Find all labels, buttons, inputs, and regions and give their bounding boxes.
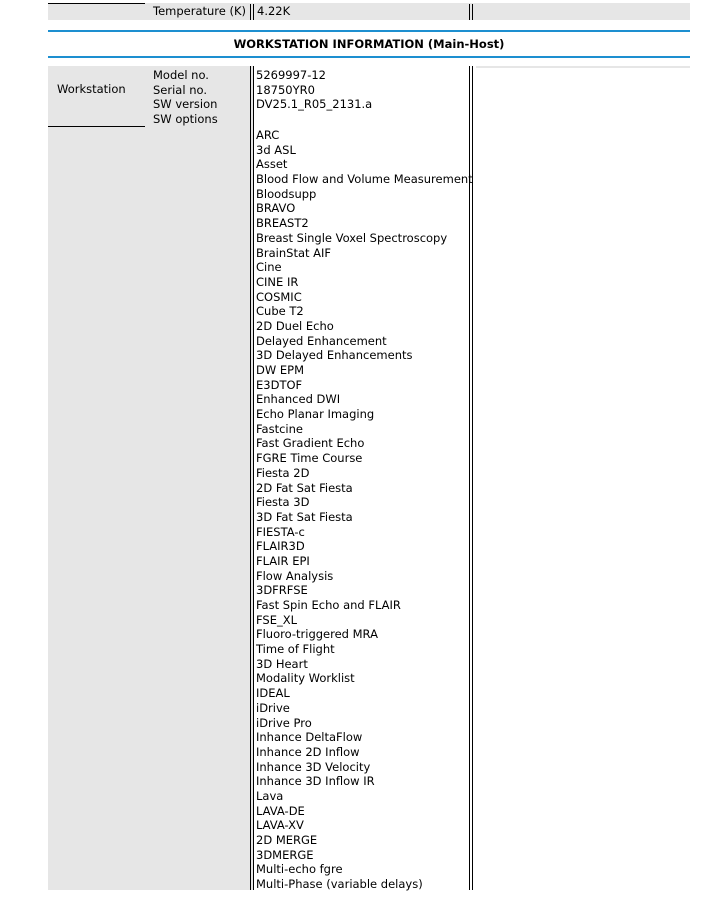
column-divider	[250, 4, 254, 20]
temperature-value: 4.22K	[257, 4, 291, 18]
sw-option-item: Enhanced DWI	[256, 392, 341, 407]
group-rule	[48, 126, 145, 127]
table-shading-strip	[476, 66, 690, 68]
value-column	[254, 66, 476, 890]
sw-option-item: Multi-Phase (variable delays)	[256, 877, 423, 892]
sw-option-item: E3DTOF	[256, 377, 303, 392]
model-no-value: 5269997-12	[256, 68, 326, 82]
column-divider	[469, 66, 473, 890]
sw-option-item: LAVA-DE	[256, 803, 305, 818]
sw-option-item: Delayed Enhancement	[256, 333, 387, 348]
sw-options-label: SW options	[153, 112, 218, 127]
workstation-table	[48, 66, 690, 890]
sw-option-item: Inhance 3D Inflow IR	[256, 774, 375, 789]
sw-option-item: Fastcine	[256, 421, 303, 436]
sw-option-item: FLAIR3D	[256, 539, 305, 554]
sw-option-item: Echo Planar Imaging	[256, 407, 375, 422]
sw-options-list	[256, 128, 473, 892]
sw-option-item: ARC	[256, 128, 280, 142]
sw-option-item: 2D Duel Echo	[256, 318, 334, 333]
sw-option-item: Fast Gradient Echo	[256, 436, 365, 451]
row-shading	[48, 3, 690, 20]
sw-version-value: DV25.1_R05_2131.a	[256, 97, 373, 112]
sw-version-label: SW version	[153, 97, 218, 112]
sw-option-item: Lava	[256, 788, 284, 803]
sw-option-item: Multi-echo fgre	[256, 862, 343, 877]
sw-option-item: 2D MERGE	[256, 833, 318, 847]
sw-option-item: Cube T2	[256, 304, 304, 319]
sw-option-item: Inhance 2D Inflow	[256, 744, 360, 759]
sw-option-item: COSMIC	[256, 289, 302, 304]
sw-option-item: Modality Worklist	[256, 671, 355, 686]
sw-option-item: 3D Fat Sat Fiesta	[256, 509, 353, 524]
sw-option-item: Asset	[256, 157, 288, 172]
sw-option-item: Inhance 3D Velocity	[256, 759, 371, 774]
sw-option-item: 3DFRFSE	[256, 583, 308, 598]
sw-option-item: Time of Flight	[256, 642, 335, 657]
serial-no-value: 18750YR0	[256, 82, 315, 97]
sw-option-item: BRAVO	[256, 201, 296, 216]
sw-option-item: Bloodsupp	[256, 186, 317, 201]
temperature-label: Temperature (K)	[153, 4, 247, 18]
sw-option-item: 3DMERGE	[256, 847, 314, 862]
header-bottom-rule	[48, 56, 690, 58]
sw-option-item: Fluoro-triggered MRA	[256, 627, 378, 642]
sw-option-item: Fast Spin Echo and FLAIR	[256, 598, 401, 612]
sw-option-item: LAVA-XV	[256, 818, 304, 833]
model-no-label: Model no.	[153, 68, 209, 82]
sw-option-item: FSE_XL	[256, 612, 298, 627]
sw-option-item: 3D Delayed Enhancements	[256, 348, 413, 363]
sw-option-item: iDrive Pro	[256, 715, 312, 730]
sw-option-item: Flow Analysis	[256, 568, 334, 583]
sw-option-item: iDrive	[256, 700, 290, 715]
section-header	[48, 30, 690, 58]
sw-option-item: Fiesta 3D	[256, 495, 310, 510]
sw-option-item: BrainStat AIF	[256, 245, 332, 260]
field-values	[256, 68, 372, 112]
header-top-rule	[48, 30, 690, 32]
sw-option-item: Fiesta 2D	[256, 465, 310, 480]
sw-option-item: 3d ASL	[256, 142, 296, 157]
sw-option-item: FGRE Time Course	[256, 451, 363, 466]
workstation-group-label: Workstation	[57, 82, 126, 96]
sw-option-item: DW EPM	[256, 363, 305, 377]
temperature-row	[48, 0, 690, 20]
sw-option-item: FLAIR EPI	[256, 553, 310, 568]
sw-option-item: 2D Fat Sat Fiesta	[256, 480, 353, 495]
sw-option-item: CINE IR	[256, 274, 299, 289]
sw-option-item: Blood Flow and Volume Measurement	[256, 172, 473, 187]
column-divider	[469, 4, 473, 20]
section-title: WORKSTATION INFORMATION (Main-Host)	[233, 37, 505, 51]
sw-option-item: BREAST2	[256, 216, 309, 231]
row-rule	[48, 3, 145, 4]
sw-option-item: Breast Single Voxel Spectroscopy	[256, 230, 448, 245]
sw-option-item: FIESTA-c	[256, 524, 305, 539]
field-labels	[153, 68, 218, 127]
sw-option-item: IDEAL	[256, 686, 290, 701]
sw-option-item: Inhance DeltaFlow	[256, 730, 363, 745]
sw-option-item: Cine	[256, 260, 282, 275]
sw-option-item: 3D Heart	[256, 656, 308, 671]
serial-no-label: Serial no.	[153, 82, 207, 97]
